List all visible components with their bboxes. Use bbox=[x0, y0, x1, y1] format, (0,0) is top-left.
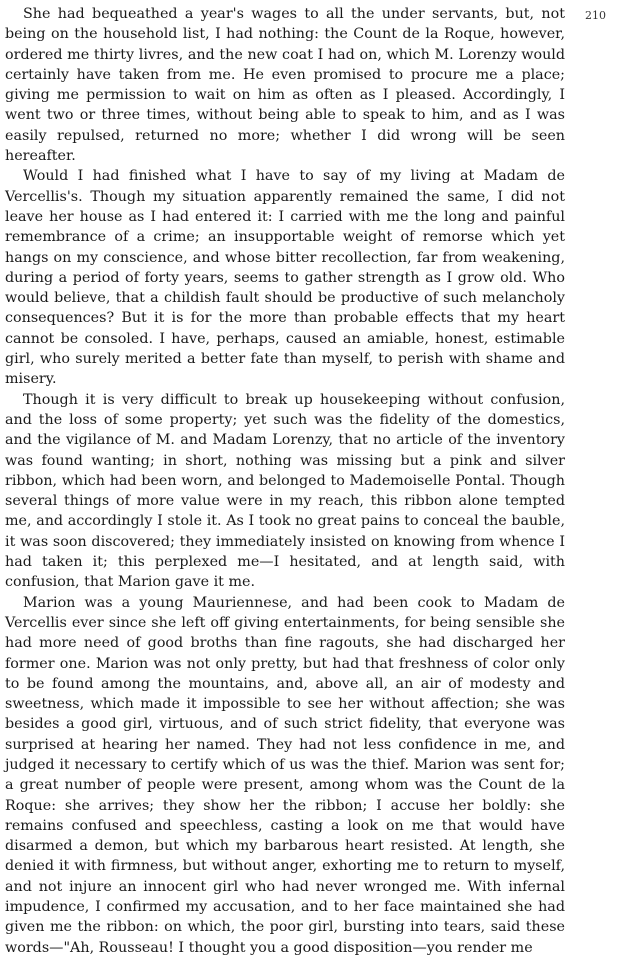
page-number: 210 bbox=[585, 9, 606, 22]
paragraph-4: Marion was a young Mauriennese, and had been cook to Madam de Vercellis ever since she left off giving entertainments, for being sensible she had more need of good broths than fine ragouts, she had discharged her former one. Marion was not only pretty, but had that freshness of color only to be found among the mountains, and, above all, an air of modesty and sweetness, which made it impossible to see her without affection; she was besides a good girl, virtuous, and of such strict fidelity, that everyone was surprised at hearing her named. They had not less confidence in me, and judged it necessary to certify which of us was the thief. Marion was sent for; a great number of people were present, among whom was the Count de la Roque: she arrives; they show her the ribbon; I accuse her boldly: she remains confused and speechless, casting a look on me that would have disarmed a demon, but which my barbarous heart resisted. At length, she denied it with firmness, but without anger, exhorting me to return to myself, and not injure an innocent girl who had never wronged me. With infernal impudence, I confirmed my accusation, and to her face maintained she had given me the ribbon: on which, the poor girl, bursting into tears, said these words—"Ah, Rousseau! I thought you a good disposition—you render me bbox=[5, 594, 565, 956]
paragraph-3: Though it is very difficult to break up housekeeping without confusion, and the loss of some property; yet such was the fidelity of the domestics, and the vigilance of M. and Madam Lorenzy, that no article of the inventory was found wanting; in short, nothing was missing but a pink and silver ribbon, which had been worn, and belonged to Mademoiselle Pontal. Though several things of more value were in my reach, this ribbon alone tempted me, and accordingly I stole it. As I took no great pains to conceal the bauble, it was soon discovered; they immediately insisted on knowing from whence I had taken it; this perplexed me—I hesitated, and at length said, with confusion, that Marion gave it me. bbox=[5, 391, 565, 591]
paragraph-2: Would I had finished what I have to say of my living at Madam de Vercellis's. Though my situation apparently remained the same, I did not leave her house as I had entered it: I carried with me the long and painful remembrance of a crime; an insupportable weight of remorse which yet hangs on my conscience, and whose bitter recollection, far from weakening, during a period of forty years, seems to gather strength as I grow old. Who would believe, that a childish fault should be productive of such melancholy consequences? But it is for the more than probable effects that my heart cannot be consoled. I have, perhaps, caused an amiable, honest, estimable girl, who surely merited a better fate than myself, to perish with shame and misery. bbox=[5, 168, 565, 388]
paragraph-1: She had bequeathed a year's wages to all the under servants, but, not being on the household list, I had nothing: the Count de la Roque, however, ordered me thirty livres, and the new coat I had on, which M. Lorenzy would certainly have taken from me. He even promised to procure me a place; giving me permission to wait on him as often as I pleased. Accordingly, I went two or three times, without being able to speak to him, and as I was easily repulsed, returned no more; whether I did wrong will be seen hereafter. bbox=[5, 6, 565, 165]
